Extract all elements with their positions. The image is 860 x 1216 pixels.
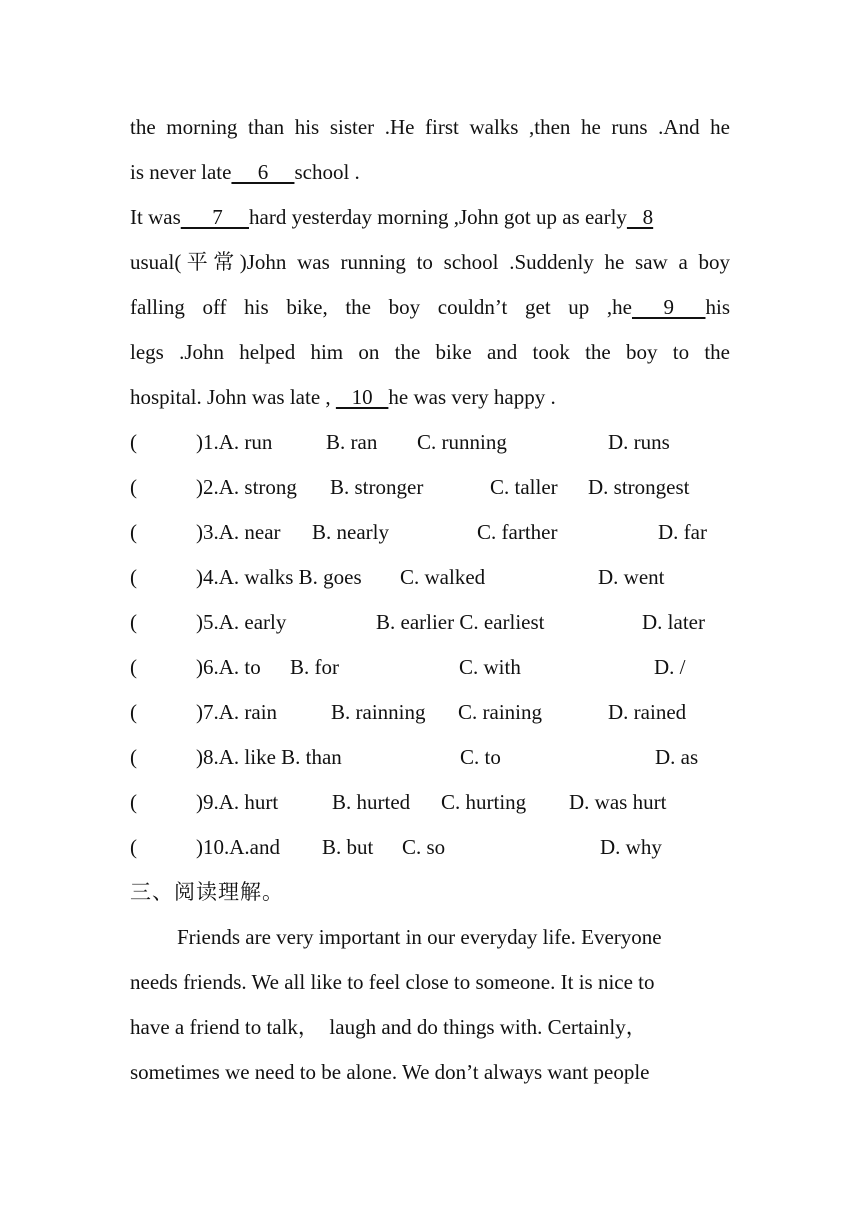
answer-paren[interactable]: ( (130, 835, 137, 859)
option-d: D. runs (608, 430, 670, 454)
reading-text: sometimes we need to be alone. We don’t always want people (130, 1060, 650, 1084)
passage-text: the morning than his sister .He first walks ,then he runs .And he (130, 115, 730, 139)
blank-7[interactable]: 7 (180, 205, 249, 229)
option-b: B. hurted (332, 790, 411, 814)
question-row-3 (130, 518, 730, 546)
reading-line (177, 923, 662, 951)
option-d: D. strongest (588, 475, 690, 499)
option-b: B. earlier C. earliest (376, 610, 545, 634)
answer-paren[interactable]: ( (130, 565, 137, 589)
option-a: )4.A. walks B. goes (196, 565, 362, 589)
option-d: D. was hurt (569, 790, 667, 814)
option-a: )5.A. early (196, 610, 287, 634)
option-b: B. nearly (312, 520, 389, 544)
option-d: D. rained (608, 700, 687, 724)
reading-text: have a friend to talk， laugh and do things with. Certainly， (130, 1015, 647, 1039)
question-row-9 (130, 788, 730, 816)
question-row-10 (130, 833, 730, 861)
option-c: C. taller (490, 475, 558, 499)
passage-text: falling off his bike, the boy couldn’t get up ,he (130, 295, 632, 319)
option-c: C. with (459, 655, 521, 679)
answer-paren[interactable]: ( (130, 790, 137, 814)
passage-line (130, 248, 730, 276)
question-row-5 (130, 608, 730, 636)
answer-paren[interactable]: ( (130, 430, 137, 454)
question-row-7 (130, 698, 730, 726)
option-d: D. far (658, 520, 707, 544)
option-c: C. hurting (441, 790, 527, 814)
option-c: C. running (417, 430, 507, 454)
passage-line (130, 113, 730, 141)
blank-9[interactable]: 9 (631, 295, 706, 319)
passage-line (130, 338, 730, 366)
option-d: D. went (598, 565, 665, 589)
passage-text: his (705, 295, 730, 319)
blank-8[interactable]: 8 (626, 205, 654, 229)
option-a: )9.A. hurt (196, 790, 279, 814)
option-b: B. but (322, 835, 374, 859)
option-b: B. stronger (330, 475, 424, 499)
reading-line (130, 1013, 647, 1041)
reading-line (130, 968, 655, 996)
option-d: D. later (642, 610, 705, 634)
passage-line (130, 158, 360, 186)
option-b: B. rainning (331, 700, 426, 724)
passage-text: school . (294, 160, 360, 184)
option-a: )10.A.and (196, 835, 280, 859)
passage-text: hard yesterday morning ,John got up as early (249, 205, 627, 229)
question-row-4 (130, 563, 730, 591)
passage-line (130, 203, 653, 231)
blank-6[interactable]: 6 (231, 160, 295, 184)
answer-paren[interactable]: ( (130, 610, 137, 634)
option-c: C. raining (458, 700, 542, 724)
passage-line (130, 293, 730, 321)
passage-text: usual(平常)John was running to school .Suddenly he saw a boy (130, 250, 730, 274)
reading-text: needs friends. We all like to feel close to someone. It is nice to (130, 970, 655, 994)
question-row-8 (130, 743, 730, 771)
option-a: )3.A. near (196, 520, 281, 544)
option-c: C. walked (400, 565, 486, 589)
question-row-2 (130, 473, 730, 501)
option-d: D. / (654, 655, 686, 679)
answer-paren[interactable]: ( (130, 745, 137, 769)
passage-text: he was very happy . (388, 385, 556, 409)
answer-paren[interactable]: ( (130, 700, 137, 724)
option-a: )6.A. to (196, 655, 261, 679)
option-d: D. as (655, 745, 699, 769)
option-c: C. to (460, 745, 501, 769)
answer-paren[interactable]: ( (130, 655, 137, 679)
passage-text: hospital. John was late , (130, 385, 336, 409)
option-d: D. why (600, 835, 662, 859)
answer-paren[interactable]: ( (130, 475, 137, 499)
option-a: )2.A. strong (196, 475, 297, 499)
passage-text: It was (130, 205, 181, 229)
section-heading (130, 878, 284, 906)
passage-text: legs .John helped him on the bike and took the boy to the (130, 340, 730, 364)
option-c: C. farther (477, 520, 558, 544)
passage-text: is never late (130, 160, 232, 184)
question-row-1 (130, 428, 730, 456)
option-b: B. for (290, 655, 339, 679)
reading-line (130, 1058, 649, 1086)
option-a: )1.A. run (196, 430, 273, 454)
answer-paren[interactable]: ( (130, 520, 137, 544)
question-row-6 (130, 653, 730, 681)
option-c: C. so (402, 835, 446, 859)
option-a: )7.A. rain (196, 700, 278, 724)
option-a: )8.A. like B. than (196, 745, 342, 769)
option-b: B. ran (326, 430, 378, 454)
reading-text: Friends are very important in our everyday life. Everyone (177, 925, 662, 949)
blank-10[interactable]: 10 (335, 385, 389, 409)
section-title: 三、阅读理解。 (130, 880, 284, 904)
passage-line (130, 383, 556, 411)
